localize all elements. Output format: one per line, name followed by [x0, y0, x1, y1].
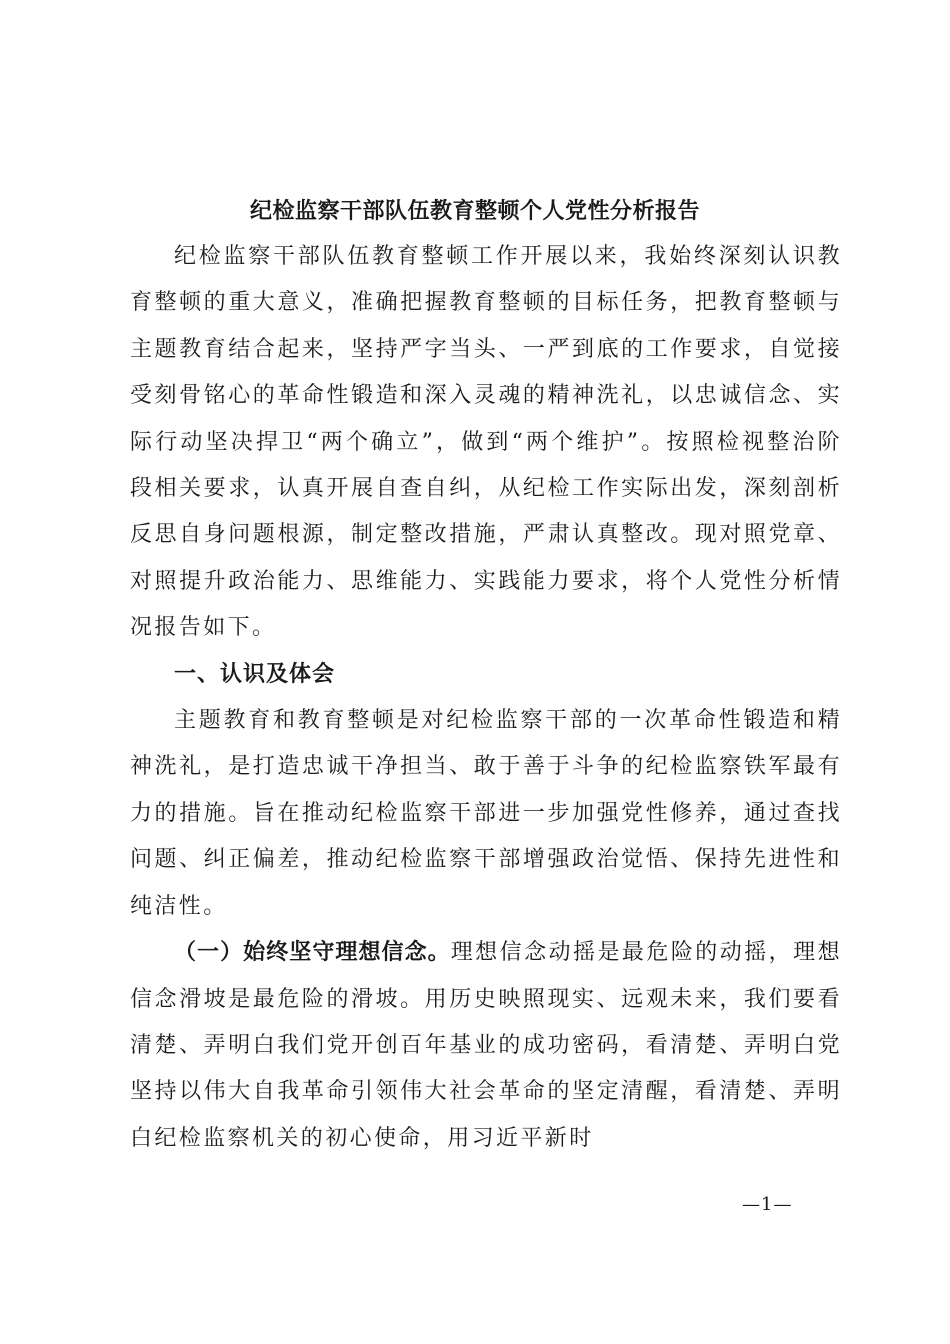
subsection-1-lead: （一）始终坚守理想信念。	[174, 940, 451, 966]
subsection-1-paragraph	[130, 930, 842, 1162]
document-title: 纪检监察干部队伍教育整顿个人党性分析报告	[249, 199, 700, 224]
subsection-1-text: 理想信念动摇是最危险的动摇，理想信念滑坡是最危险的滑坡。用历史映照现实、远观未来，我们要看清楚、弄明白我们党开创百年基业的成功密码，看清楚、弄明白党坚持以伟大自我革命引领伟大社会革命的坚定清醒，看清楚、弄明白纪检监察机关的初心使命，用习近平新时	[130, 940, 842, 1151]
intro-paragraph: 纪检监察干部队伍教育整顿工作开展以来，我始终深刻认识教育整顿的重大意义，准确把握教育整顿的目标任务，把教育整顿与主题教育结合起来，坚持严字当头、一严到底的工作要求，自觉接受刻骨铭心的革命性锻造和深入灵魂的精神洗礼，以忠诚信念、实际行动坚决捍卫“两个确立”，做到“两个维护”。按照检视整治阶段相关要求，认真开展自查自纠，从纪检工作实际出发，深刻剖析反思自身问题根源，制定整改措施，严肃认真整改。现对照党章、对照提升政治能力、思维能力、实践能力要求，将个人党性分析情况报告如下。	[130, 244, 842, 641]
section-1-paragraph: 主题教育和教育整顿是对纪检监察干部的一次革命性锻造和精神洗礼，是打造忠诚干净担当、敢于善于斗争的纪检监察铁军最有力的措施。旨在推动纪检监察干部进一步加强党性修养，通过查找问题、纠正偏差，推动纪检监察干部增强政治觉悟、保持先进性和纯洁性。	[130, 708, 842, 919]
section-heading-1: 一、认识及体会	[174, 661, 336, 687]
document-body	[130, 234, 842, 1162]
page-number: —1—	[742, 1194, 793, 1215]
